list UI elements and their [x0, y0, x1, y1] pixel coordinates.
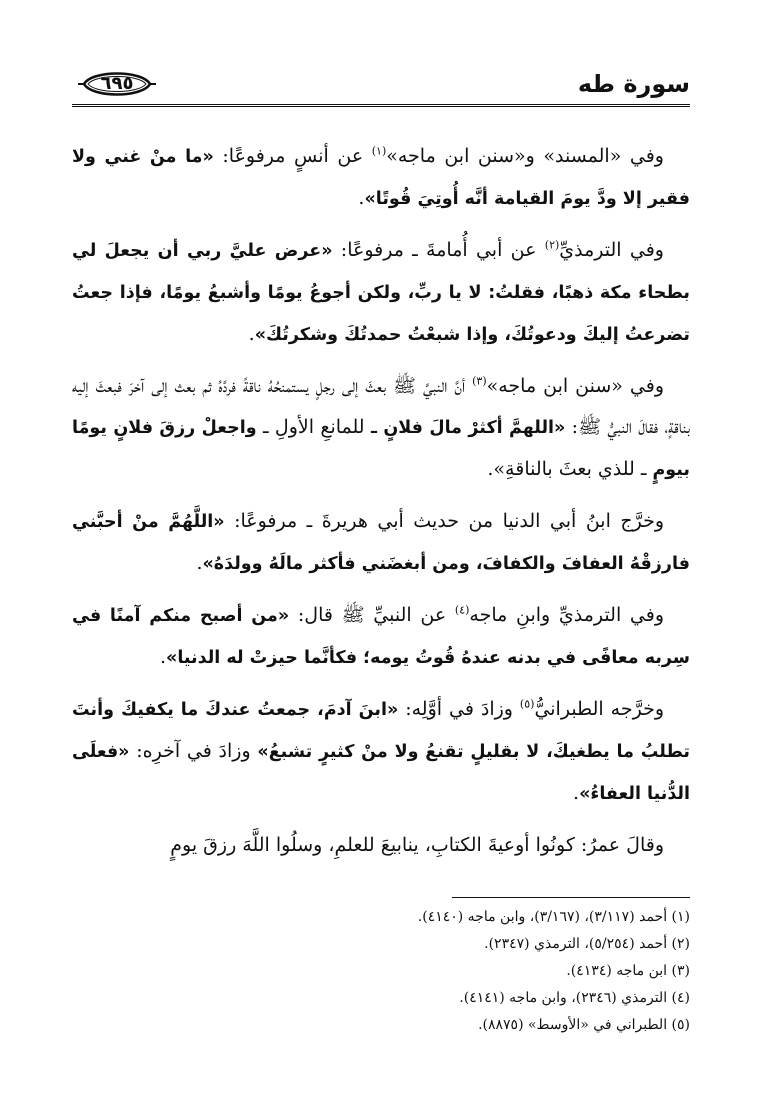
- footnotes: [72, 904, 690, 1039]
- paragraph: [72, 366, 690, 491]
- paragraph-text: .: [573, 782, 580, 804]
- paragraph-text: ـ للذي بعثَ بالناقةِ».: [487, 458, 653, 480]
- footnote-1: (١) أحمد (٣/١١٧)، (٣/١٦٧)، وابن ماجه (٤١٤٠).: [417, 909, 690, 925]
- paragraph: [72, 230, 690, 356]
- paragraph-text: وخرَّجه الطبرانيُّ: [534, 698, 664, 720]
- page-number-badge: [78, 68, 156, 100]
- paragraph-text: وخرَّج ابنُ أبي الدنيا من حديث أبي هريرةَ ـ مرفوعًا:: [224, 510, 665, 532]
- paragraph-text: وزادَ في آخرِه:: [129, 740, 258, 762]
- footnote-3: (٣) ابن ماجه (٤١٣٤).: [566, 963, 690, 979]
- paragraph: [72, 595, 690, 679]
- quoted-hadith-text: «ابنَ آدمَ، جمعتُ عندكَ ما يكفيكَ وأنتَ تطلبُ ما يطغيكَ، لا بقليلٍ تقنعُ ولا منْ كثيرٍ تشبعُ»: [72, 700, 691, 762]
- paragraph: [72, 501, 690, 585]
- paragraph-indent: [664, 375, 690, 397]
- paragraph-indent: [664, 510, 690, 532]
- paragraph-text: .: [358, 187, 365, 209]
- paragraph-indent: [664, 145, 690, 167]
- page-header: [72, 64, 690, 108]
- footnote-reference: (٥): [519, 697, 535, 711]
- quoted-hadith-text: «عرض عليَّ ربي أن يجعلَ لي بطحاء مكة ذهبًا، فقلتُ: لا يا ربِّ، ولكن أجوعُ يومًا وأشبعُ يومًا، فإذا جعتُ تضرعتُ إليكَ ودعوتُكَ، وإذا شبعْتُ حمدتُكَ وشكرتُكَ»: [72, 241, 690, 345]
- quoted-hadith-text: «من أصبح منكم آمنًا في سِربه معافًى في بدنه عندهُ قُوتُ يومه؛ فكأنَّما حيزتْ له الدنيا»: [72, 606, 690, 668]
- header-divider: [72, 104, 690, 109]
- paragraph-indent: [664, 698, 690, 720]
- paragraph-indent: [664, 239, 690, 261]
- paragraph-text: للمانعِ الأولِ ـ: [256, 416, 371, 438]
- footnote-reference: (٢): [544, 238, 560, 252]
- surah-title: سورة طه: [577, 70, 690, 98]
- footnote-2: (٢) أحمد (٥/٢٥٤)، الترمذي (٢٣٤٧).: [484, 936, 690, 952]
- paragraph: [72, 825, 690, 866]
- paragraph: [72, 689, 690, 815]
- paragraph-indent: [664, 834, 690, 856]
- paragraph-text: عن أنسٍ مرفوعًا:: [213, 145, 372, 167]
- paragraph: [72, 136, 690, 220]
- quoted-hadith-text: «اللهمَّ أكثرْ مالَ فلانٍ ـ: [370, 418, 566, 438]
- body-text: [72, 136, 690, 876]
- footnote-reference: (٣): [472, 374, 487, 388]
- paragraph-text: وفي الترمذيِّ: [559, 239, 664, 261]
- footnote-5: (٥) الطبراني في «الأوسط» (٨٨٧٥).: [478, 1017, 690, 1033]
- footnote-reference: (١): [371, 144, 387, 158]
- paragraph-text: عن النبيِّ ﷺ قال:: [289, 604, 455, 626]
- paragraph-indent: [664, 604, 690, 626]
- paragraph-text: وفي الترمذيِّ وابنِ ماجه: [469, 604, 665, 626]
- paragraph-text: .: [196, 552, 203, 574]
- quoted-hadith-text: واجعلْ رزقَ فلانٍ يومًا بيومٍ: [72, 418, 690, 480]
- footnote-reference: (٤): [454, 603, 470, 617]
- page-number: ٦٩٥: [100, 73, 134, 94]
- paragraph-text: وفي «المسند» و«سنن ابن ماجه»: [386, 145, 664, 167]
- quoted-hadith-text: «اللَّهُمَّ منْ أحبَّني فارزقْهُ العفافَ والكفافَ، ومن أبغضَني فأكثر مالَهُ وولدَهُ»: [72, 512, 690, 574]
- paragraph-text: وفي «سنن ابن ماجه»: [486, 375, 664, 397]
- paragraph-text: .: [159, 646, 167, 668]
- paragraph-text: أنَّ النبيَّ ﷺ بعثَ إلى رجلٍ يستمنحُهُ ناقةً فردَّهُ ثم بعث إلى آخرَ فبعثَ إليه بناقةٍ، فقالَ النبيُّ ﷺ:: [72, 375, 690, 438]
- quoted-hadith-text: «ما منْ غني ولا فقير إلا ودَّ يومَ القيامة أنَّه أُوتِيَ قُوتًا»: [72, 147, 690, 209]
- quoted-hadith-text: «فعلَى الدُّنيا العفاءُ»: [72, 742, 690, 804]
- footnote-divider: [452, 897, 690, 898]
- paragraph-text: عن أبي أُمامةَ ـ مرفوعًا:: [332, 239, 545, 261]
- paragraph-text: .: [248, 323, 255, 345]
- footnote-4: (٤) الترمذي (٢٣٤٦)، وابن ماجه (٤١٤١).: [459, 990, 690, 1006]
- paragraph-text: وقالَ عمرُ: كونُوا أوعيةَ الكتابِ، ينابيعَ للعلمِ، وسلُوا اللَّهَ رزقَ يومٍ: [170, 834, 664, 856]
- paragraph-text: وزادَ في أوَّلِه:: [398, 698, 520, 720]
